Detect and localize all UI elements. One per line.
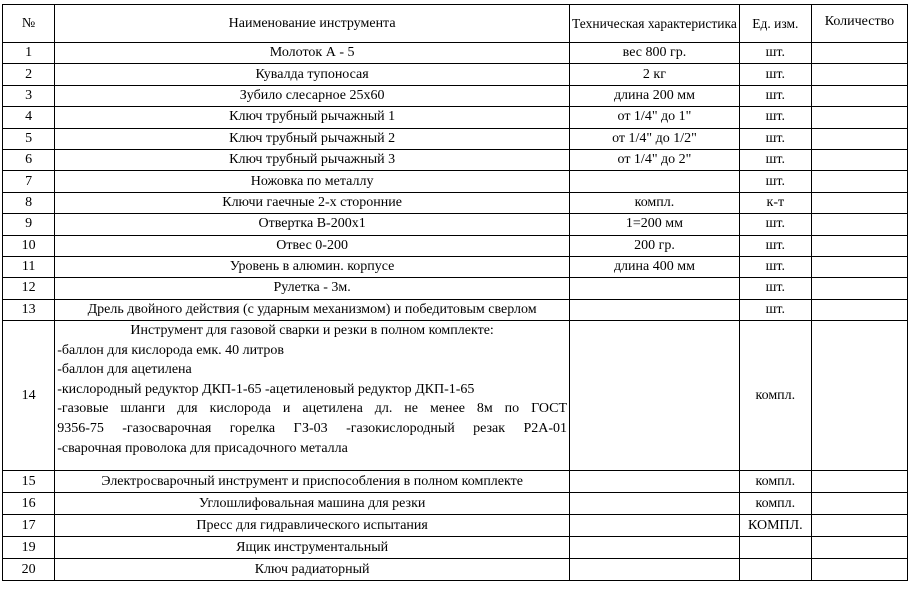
row-quantity xyxy=(811,559,907,581)
row-quantity xyxy=(811,192,907,213)
row-number: 9 xyxy=(3,214,55,235)
row-number: 14 xyxy=(3,321,55,471)
row-number: 19 xyxy=(3,537,55,559)
row-tech xyxy=(570,493,740,515)
row-number: 17 xyxy=(3,515,55,537)
row-tech xyxy=(570,171,740,192)
row-tech: 1=200 мм xyxy=(570,214,740,235)
row-name: Рулетка - 3м. xyxy=(55,278,570,299)
row-unit: к-т xyxy=(739,192,811,213)
table-row xyxy=(3,43,908,64)
row-number: 11 xyxy=(3,256,55,277)
tools-table xyxy=(2,4,908,581)
table-row xyxy=(3,149,908,170)
row-unit: компл. xyxy=(739,493,811,515)
row-unit xyxy=(739,559,811,581)
row-tech: компл. xyxy=(570,192,740,213)
row-unit: шт. xyxy=(739,235,811,256)
row-tech xyxy=(570,299,740,320)
row-quantity xyxy=(811,107,907,128)
table-row xyxy=(3,85,908,106)
header-row xyxy=(3,5,908,43)
row-tech: длина 400 мм xyxy=(570,256,740,277)
row-unit: шт. xyxy=(739,43,811,64)
row-name-line: -баллон для ацетилена xyxy=(57,362,192,378)
row-number: 5 xyxy=(3,128,55,149)
row-tech: от 1/4" до 1" xyxy=(570,107,740,128)
row-name-line: -сварочная проволока для присадочного металла xyxy=(57,440,348,456)
row-unit: шт. xyxy=(739,85,811,106)
row-unit: шт. xyxy=(739,256,811,277)
row-name: Ящик инструментальный xyxy=(55,537,570,559)
row-quantity xyxy=(811,171,907,192)
row-name: Ножовка по металлу xyxy=(55,171,570,192)
row-quantity xyxy=(811,128,907,149)
table-row xyxy=(3,299,908,320)
row-tech: вес 800 гр. xyxy=(570,43,740,64)
row-number: 6 xyxy=(3,149,55,170)
row-unit: компл. xyxy=(739,321,811,471)
row-unit xyxy=(739,537,811,559)
row-quantity xyxy=(811,321,907,471)
row-name: Углошлифовальная машина для резки xyxy=(55,493,570,515)
row-tech: длина 200 мм xyxy=(570,85,740,106)
row-name: Уровень в алюмин. корпусе xyxy=(55,256,570,277)
row-quantity xyxy=(811,214,907,235)
row-unit: шт. xyxy=(739,128,811,149)
row-quantity xyxy=(811,515,907,537)
table-row xyxy=(3,515,908,537)
row-name: Пресс для гидравлического испытания xyxy=(55,515,570,537)
row-quantity xyxy=(811,85,907,106)
row-number: 4 xyxy=(3,107,55,128)
header-quantity: Количество xyxy=(811,5,907,43)
row-name-line: -газовые шланги для кислорода и ацетилена дл. не менее 8м по ГОСТ xyxy=(57,401,568,417)
row-number: 3 xyxy=(3,85,55,106)
row-name: Отвертка В-200х1 xyxy=(55,214,570,235)
row-name: Отвес 0-200 xyxy=(55,235,570,256)
row-name: Дрель двойного действия (с ударным механизмом) и победитовым сверлом xyxy=(55,299,570,320)
row-quantity xyxy=(811,299,907,320)
row-tech xyxy=(570,537,740,559)
row-name: Кувалда тупоносая xyxy=(55,64,570,85)
row-tech xyxy=(570,321,740,471)
table-row xyxy=(3,278,908,299)
row-quantity xyxy=(811,278,907,299)
table-row xyxy=(3,559,908,581)
row-unit: шт. xyxy=(739,171,811,192)
table-row xyxy=(3,192,908,213)
row-unit: шт. xyxy=(739,214,811,235)
row-quantity xyxy=(811,471,907,493)
row-tech: от 1/4" до 1/2" xyxy=(570,128,740,149)
row-quantity xyxy=(811,256,907,277)
table-row-14 xyxy=(3,321,908,471)
row-quantity xyxy=(811,537,907,559)
row-quantity xyxy=(811,149,907,170)
row-number: 8 xyxy=(3,192,55,213)
row-number: 7 xyxy=(3,171,55,192)
row-tech xyxy=(570,515,740,537)
table-row xyxy=(3,256,908,277)
row-number: 12 xyxy=(3,278,55,299)
row-quantity xyxy=(811,64,907,85)
header-name: Наименование инструмента xyxy=(55,5,570,43)
row-name: Ключ радиаторный xyxy=(55,559,570,581)
row-unit: компл. xyxy=(739,471,811,493)
row-tech xyxy=(570,278,740,299)
row-tech xyxy=(570,559,740,581)
row-tech xyxy=(570,471,740,493)
table-row xyxy=(3,64,908,85)
row-name: Ключи гаечные 2-х сторонние xyxy=(55,192,570,213)
row-name-line: 9356-75 -газосварочная горелка ГЗ-03 -газокислородный резак Р2А-01 xyxy=(57,421,568,437)
table-row xyxy=(3,107,908,128)
row-number: 1 xyxy=(3,43,55,64)
row-unit: шт. xyxy=(739,149,811,170)
header-unit: Ед. изм. xyxy=(739,5,811,43)
header-number: № xyxy=(3,5,55,43)
row-unit: шт. xyxy=(739,107,811,128)
row-name: Ключ трубный рычажный 1 xyxy=(55,107,570,128)
row-number: 13 xyxy=(3,299,55,320)
row-number: 20 xyxy=(3,559,55,581)
row-name-line: -кислородный редуктор ДКП-1-65 -ацетиленовый редуктор ДКП-1-65 xyxy=(57,381,475,397)
row-unit: шт. xyxy=(739,299,811,320)
table-row xyxy=(3,471,908,493)
row-unit: шт. xyxy=(739,278,811,299)
header-tech: Техническая характеристика xyxy=(570,5,740,43)
row-quantity xyxy=(811,43,907,64)
table-row xyxy=(3,214,908,235)
row-name: Молоток А - 5 xyxy=(55,43,570,64)
row-unit: КОМПЛ. xyxy=(739,515,811,537)
row-name: Зубило слесарное 25х60 xyxy=(55,85,570,106)
table-row xyxy=(3,235,908,256)
row-number: 15 xyxy=(3,471,55,493)
table-row xyxy=(3,493,908,515)
row-number: 2 xyxy=(3,64,55,85)
table-row xyxy=(3,128,908,149)
row-unit: шт. xyxy=(739,64,811,85)
row-name: Электросварочный инструмент и приспособления в полном комплекте xyxy=(55,471,570,493)
row-name-line: -баллон для кислорода емк. 40 литров xyxy=(57,342,285,358)
row-tech: от 1/4" до 2" xyxy=(570,149,740,170)
table-row xyxy=(3,171,908,192)
table-row xyxy=(3,537,908,559)
row-tech: 2 кг xyxy=(570,64,740,85)
row-number: 10 xyxy=(3,235,55,256)
row-name: Ключ трубный рычажный 2 xyxy=(55,128,570,149)
row-name-multiline xyxy=(55,321,570,471)
row-quantity xyxy=(811,235,907,256)
row-quantity xyxy=(811,493,907,515)
row-name: Ключ трубный рычажный 3 xyxy=(55,149,570,170)
row-tech: 200 гр. xyxy=(570,235,740,256)
row-name-line: Инструмент для газовой сварки и резки в полном комплекте: xyxy=(130,323,494,339)
row-number: 16 xyxy=(3,493,55,515)
